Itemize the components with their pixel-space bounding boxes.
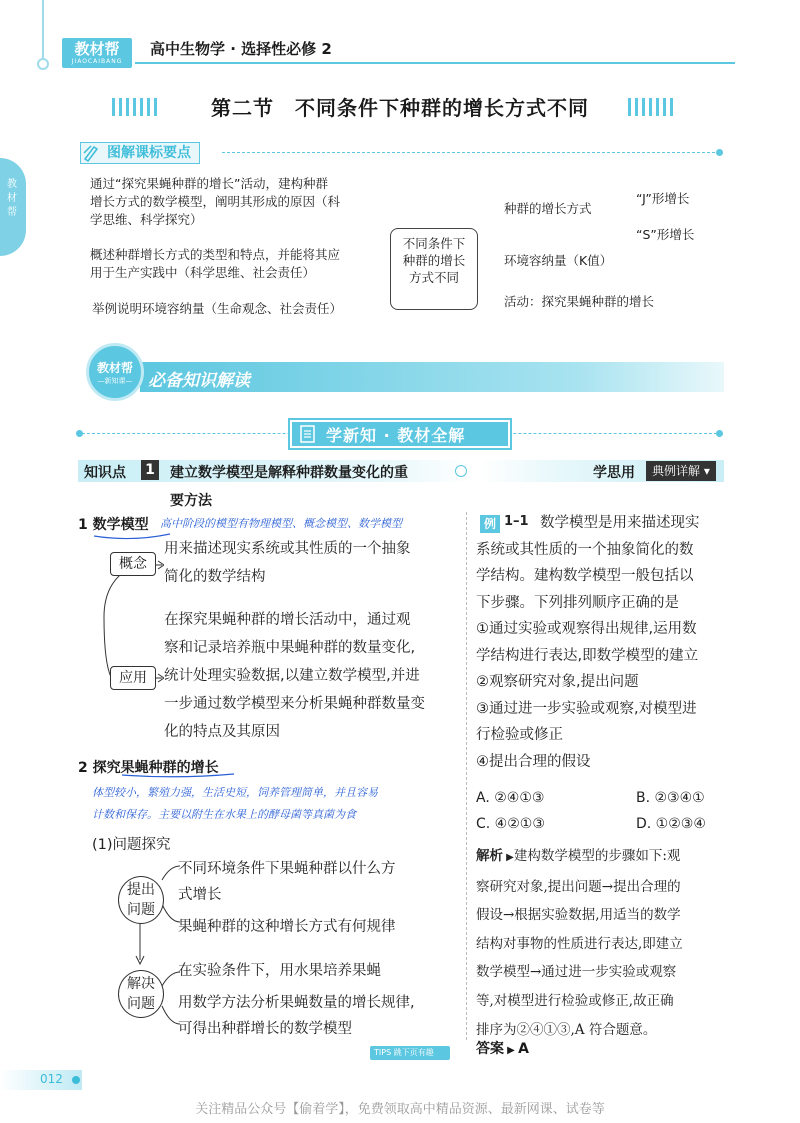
option-a: A. ②④①③ bbox=[476, 790, 545, 806]
solution-label: 解析 bbox=[476, 848, 503, 864]
mindmap-right-1b: “S”形增长 bbox=[636, 227, 695, 242]
section-title: 第二节 不同条件下种群的增长方式不同 bbox=[211, 96, 589, 120]
sub-banner-title: 学新知 · 教材全解 bbox=[326, 426, 466, 445]
heading-math-model: 1 数学模型 bbox=[78, 517, 149, 533]
header-pin-line bbox=[42, 0, 44, 62]
handwritten-underline-2 bbox=[120, 771, 236, 779]
mindmap-left-3: 举例说明环境容纳量（生命观念、社会责任） bbox=[92, 301, 343, 316]
header-logo-sub: JIAOCAIBANG bbox=[71, 58, 123, 65]
sub-banner-dot-right bbox=[716, 430, 723, 437]
header-rule bbox=[135, 62, 735, 64]
apply-text: 在探究果蝇种群的增长活动中，通过观 察和记录培养瓶中果蝇种群的数量变化, 统计处理实验数据,以建立数学模型,并进 一步通过数学模型来分析果蝇种群数量变 化的特点及其原因 bbox=[164, 612, 425, 740]
solve-question-label: 解决 问题 bbox=[118, 970, 164, 1018]
footer-promo: 关注精品公众号【偷着学】，免费领取高中精品资源、最新网课、试卷等 bbox=[195, 1102, 605, 1117]
sub-banner-dot-left bbox=[76, 430, 83, 437]
bar1-label: 图解课标要点 bbox=[80, 142, 200, 164]
solve-question-text: 在实验条件下，用水果培养果蝇 用数学方法分析果蝇数量的增长规律, 可得出种群增长的数学模型 bbox=[178, 963, 415, 1037]
book-icon bbox=[298, 424, 318, 444]
example-detail-button[interactable]: 典例详解 ▾ bbox=[646, 461, 716, 481]
column-divider bbox=[466, 512, 467, 1040]
mindmap-right-3: 活动：探究果蝇种群的增长 bbox=[504, 294, 655, 309]
page-number-dot bbox=[72, 1076, 80, 1084]
concept-label: 概念 bbox=[110, 552, 156, 576]
raise-question-label: 提出 问题 bbox=[118, 876, 164, 924]
bar2-badge-sub: —新知课— bbox=[97, 377, 133, 385]
mindmap-center: 不同条件下 种群的增长 方式不同 bbox=[390, 228, 478, 310]
handwritten-note-models: 高中阶段的模型有物理模型、概念模型、数学模型 bbox=[160, 517, 402, 530]
bar1-dot bbox=[716, 149, 723, 156]
tips-text: TIPS 跳下页有趣 bbox=[374, 1048, 434, 1057]
mindmap-right-1a: “J”形增长 bbox=[636, 191, 690, 206]
knowledge-title-line2: 要方法 bbox=[170, 493, 212, 509]
bar1-dashed-line bbox=[222, 152, 720, 153]
side-tab-label: 教材帮 bbox=[7, 179, 17, 218]
answer-line: 答案 ▶ A bbox=[476, 1041, 529, 1057]
heading-explore-fruitfly: 2 探究果蝇种群的增长 bbox=[78, 760, 219, 776]
handwritten-underline bbox=[92, 530, 172, 542]
apply-label: 应用 bbox=[110, 666, 156, 690]
knowledge-circle-icon bbox=[455, 465, 467, 477]
answer-value: A bbox=[518, 1041, 529, 1057]
mindmap-right-1: 种群的增长方式 bbox=[504, 201, 592, 216]
knowledge-number: 1 bbox=[141, 460, 159, 480]
knowledge-label: 知识点 bbox=[84, 465, 126, 481]
example-tag: 例 bbox=[480, 515, 500, 533]
option-b: B. ②③④① bbox=[636, 790, 705, 806]
option-c: C. ④②①③ bbox=[476, 816, 545, 832]
pencil-ruler-icon bbox=[82, 144, 100, 162]
header-pin-dot bbox=[37, 58, 49, 70]
mindmap-left-2: 概述种群增长方式的类型和特点，并能将其应 用于生产实践中（科学思维、社会责任） bbox=[90, 247, 341, 280]
bar2-badge-title: 教材帮 bbox=[96, 361, 133, 375]
solution-text: 解析 ▶建构数学模型的步骤如下:观 察研究对象,提出问题→提出合理的 假设→根据实验数据,用适当的数学 结构对事物的性质进行表达,即建立 数学模型→通过进一步实验或观察 等,对模型进行检验或修正,故正确 排序为②④①③,A 符合题意。 bbox=[476, 848, 683, 1038]
header-logo: 教材帮 bbox=[62, 38, 132, 68]
knowledge-title-line1: 建立数学模型是解释种群数量变化的重 bbox=[170, 465, 408, 481]
example-stem: 数学模型是用来描述现实 系统或其性质的一个抽象简化的数 学结构。建构数学模型一般包括以 下步骤。下列排列顺序正确的是 ①通过实验或观察得出规律,运用数 学结构进行表达,即数学模型的建立 ②观察研究对象,提出问题 ③通过进一步实验或观察,对模型进 行检验或修正 ④提出合理的假设 bbox=[476, 515, 700, 770]
bar2-title: 必备知识解读 bbox=[148, 371, 250, 391]
page-number: 012 bbox=[40, 1072, 63, 1086]
option-d: D. ①②③④ bbox=[636, 816, 706, 832]
example-number: 1–1 bbox=[504, 514, 529, 529]
title-stripes-right bbox=[628, 98, 673, 116]
xsy-label: 学思用 bbox=[593, 465, 635, 481]
handwritten-note-fruitfly: 体型较小，繁殖力强，生活史短，饲养管理简单，并且容易 计数和保存。主要以附生在水果上的酵母菌等真菌为食 bbox=[92, 786, 378, 821]
mindmap-left-1: 通过“探究果蝇种群的增长”活动，建构种群 增长方式的数学模型，阐明其形成的原因（科 学思维、科学探究） bbox=[90, 176, 341, 227]
answer-label: 答案 bbox=[476, 1041, 504, 1057]
raise-question-text: 不同环境条件下果蝇种群以什么方 式增长 果蝇种群的这种增长方式有何规律 bbox=[178, 861, 396, 935]
mindmap-right-2: 环境容纳量（K值） bbox=[504, 253, 613, 268]
header-course-title: 高中生物学 · 选择性必修 2 bbox=[150, 40, 332, 58]
sub-question-explore: (1)问题探究 bbox=[92, 837, 171, 853]
concept-text: 用来描述现实系统或其性质的一个抽象 简化的数学结构 bbox=[164, 541, 411, 585]
